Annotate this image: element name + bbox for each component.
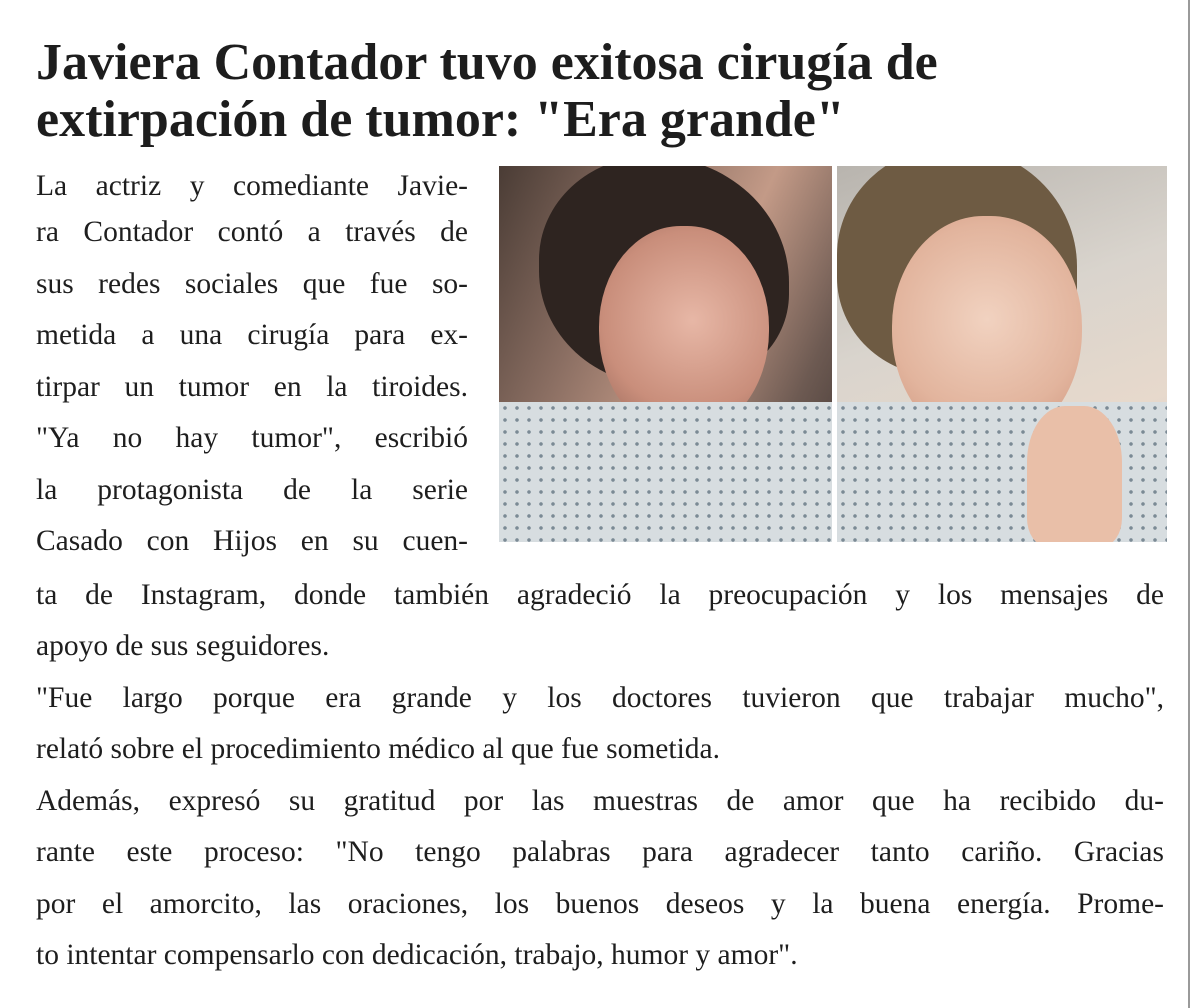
body-line: sus redes sociales que fue so-	[36, 268, 468, 300]
hospital-gown-pattern	[499, 402, 832, 542]
body-line: tirpar un tumor en la tiroides.	[36, 371, 468, 403]
body-line: ra Contador contó a través de	[36, 216, 468, 248]
body-line: ta de Instagram, donde también agradeció la preocupación y los mensajes de	[36, 579, 1164, 611]
page-border	[1188, 0, 1190, 1008]
body-line: apoyo de sus seguidores.	[36, 630, 330, 662]
body-line: relató sobre el procedimiento médico al que fue sometida.	[36, 733, 720, 765]
body-line: "Ya no hay tumor", escribió	[36, 422, 468, 454]
body-line: "Fue largo porque era grande y los doctores tuvieron que trabajar mucho",	[36, 682, 1164, 714]
body-line: rante este proceso: "No tengo palabras para agradecer tanto cariño. Gracias	[36, 836, 1164, 868]
body-line: la protagonista de la serie	[36, 474, 468, 506]
body-line: por el amorcito, las oraciones, los buenos deseos y la buena energía. Prome-	[36, 888, 1164, 920]
article-photos	[499, 166, 1167, 542]
article-headline: Javiera Contador tuvo exitosa cirugía de extirpación de tumor: "Era grande"	[36, 34, 938, 148]
hospital-selfie-right-photo	[837, 166, 1167, 542]
body-line: to intentar compensarlo con dedicación, trabajo, humor y amor".	[36, 939, 798, 971]
body-line: La actriz y comediante Javie-	[36, 170, 468, 202]
peace-sign-hand	[1027, 406, 1122, 542]
body-line: Además, expresó su gratitud por las muestras de amor que ha recibido du-	[36, 785, 1164, 817]
body-line: metida a una cirugía para ex-	[36, 319, 468, 351]
hospital-selfie-left-photo	[499, 166, 832, 542]
body-line: Casado con Hijos en su cuen-	[36, 525, 468, 557]
